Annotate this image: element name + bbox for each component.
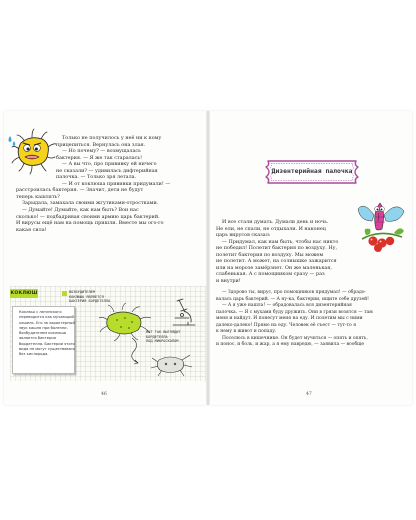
story-line: и понос, и боль, и жар, а я ему навредю, — заявила — вообще (216, 342, 365, 348)
left-page-text-top (56, 135, 170, 187)
story-line: Зарыдала, замахала своими жгутиками-отростками. (22, 200, 159, 207)
pertussis-sidebar (10, 286, 206, 381)
story-line: палочка. — Я с мухами буду дружить. Они в грязи возятся — там (216, 309, 373, 315)
sidebar-info-text (19, 310, 75, 358)
story-line: прицепиться. Вернулась она злая. (56, 141, 146, 148)
story-line: Поселюсь в кишечнике. Он будет мучиться — опять и опять, (222, 335, 368, 341)
label-line: БОРДЕТЕЛЛА (146, 334, 168, 339)
story-line: царь вирусов сказал: (216, 232, 271, 239)
mosquito-illustration-icon (356, 199, 408, 253)
microbe-sketch-icon (150, 348, 194, 378)
sidebar-line: звук кашля при болезни. (19, 325, 68, 330)
story-line: бактерия. — Я же так старалась! (56, 154, 143, 161)
story-line: не сказали? — удивилась дифтерийная (56, 167, 158, 174)
page-number-left: 46 (101, 392, 107, 397)
right-page (208, 111, 412, 405)
story-line: полетит бактерия по воздуху. Мы можем (216, 251, 324, 258)
label-line: КОКЛЮША ЯВЛЯЕТСЯ (69, 294, 104, 299)
story-line: Только не получилось у неё ни к кому (62, 135, 162, 141)
story-line: — А вы что, про прививку ей ничего (62, 161, 157, 168)
story-line: сколько! — подбадривая своими армию царь бактерий. (16, 213, 160, 220)
sidebar-line: кашель. Его за характерный (19, 320, 75, 325)
story-line: к нему в живот и попаду. (216, 329, 277, 335)
story-line: теперь кашлять? (16, 193, 60, 200)
sidebar-line: Возбудителем коклюша (19, 331, 66, 336)
story-line: не победил! Полетит бактерия по воздуху. Ну, (216, 245, 338, 252)
left-page-text-bottom (16, 187, 164, 233)
story-line: И вирусы ещё нам на помощь пришли. Вместе мы ого-го (16, 220, 164, 227)
label-line: ВОЗБУДИТЕЛЕМ (69, 290, 95, 294)
story-line: не полетит. А может, на солнышке зажарится (216, 258, 337, 265)
story-line: валась царь бактерий. — А ну-ка, бактерии, ищите себе друзей! (216, 296, 369, 302)
bacterium-illustration-icon (10, 127, 58, 175)
left-page (4, 111, 208, 405)
label-line: БАКТЕРИЯ БОРДЕТЕЛЛА (69, 299, 111, 304)
page-number-right: 47 (306, 392, 312, 397)
story-line: какая сила! (16, 226, 47, 233)
book-spread (4, 111, 412, 405)
story-line: — Придумал, как нам быть, чтобы нас никто (222, 238, 339, 245)
story-line: — А я уже нашла! — обрадовалась вся дизентерийная (222, 303, 352, 309)
chapter-heading (262, 157, 362, 187)
right-page-text-top (216, 219, 338, 284)
story-line: Не ели, не спали, не отдыхали. И наконец (216, 225, 326, 232)
arrow-doodle-icon (128, 336, 148, 366)
label-line: ВОТ ТАК ВЫГЛЯДИТ (146, 330, 181, 334)
story-line: и внутри! (216, 277, 241, 284)
sidebar-info-card (12, 306, 75, 374)
chapter-title: Дизентерийная палочка (271, 167, 353, 175)
story-line: расстроилась бактерия. — Значит, дети не будут (16, 187, 144, 194)
right-page-text-bottom (216, 290, 373, 349)
story-line: — Но почему? — возмущалась (62, 148, 141, 155)
microscope-icon (170, 296, 198, 328)
sidebar-line: переводится как мучающий (19, 315, 74, 320)
sidebar-line: бордетелла. Бактерии этого (19, 341, 75, 346)
story-line: меня и найдут. И понесут меня на еду. И полетим мы с ними (216, 316, 363, 322)
story-line: — И от коклюша прививки придумали! — (62, 180, 171, 187)
sidebar-line: является бактерия (19, 336, 56, 341)
sidebar-line: без кислорода. (19, 352, 49, 357)
story-line: И все стали думать. Думали день и ночь. (222, 219, 329, 225)
sidebar-line: Коклюш с латинского (19, 310, 62, 314)
label-line: ПОД МИКРОСКОПОМ (146, 339, 179, 344)
story-line: или на морозе замёрзнет. Он же маленькая, (216, 264, 332, 271)
label-mid (146, 330, 181, 344)
sidebar-tag: КОКЛЮШ (10, 291, 38, 296)
label-marker (62, 291, 67, 296)
story-line: палочка. — Только зря летала. (56, 174, 137, 181)
sidebar-line: вида не могут существовать (19, 347, 76, 352)
story-line: далеко-далеко! Прямо на еду. Человек её съест — тут-то я (216, 322, 357, 328)
story-line: — Думайте! Думайте, как нам быть? Вон нас (22, 207, 139, 214)
story-line: — Здорово ты, вирус, про помощников придумал! — обрадо- (222, 290, 366, 295)
story-line: слабенькая. А с помощником сразу — раз (216, 271, 325, 278)
sweat-drops-icon (7, 135, 17, 149)
